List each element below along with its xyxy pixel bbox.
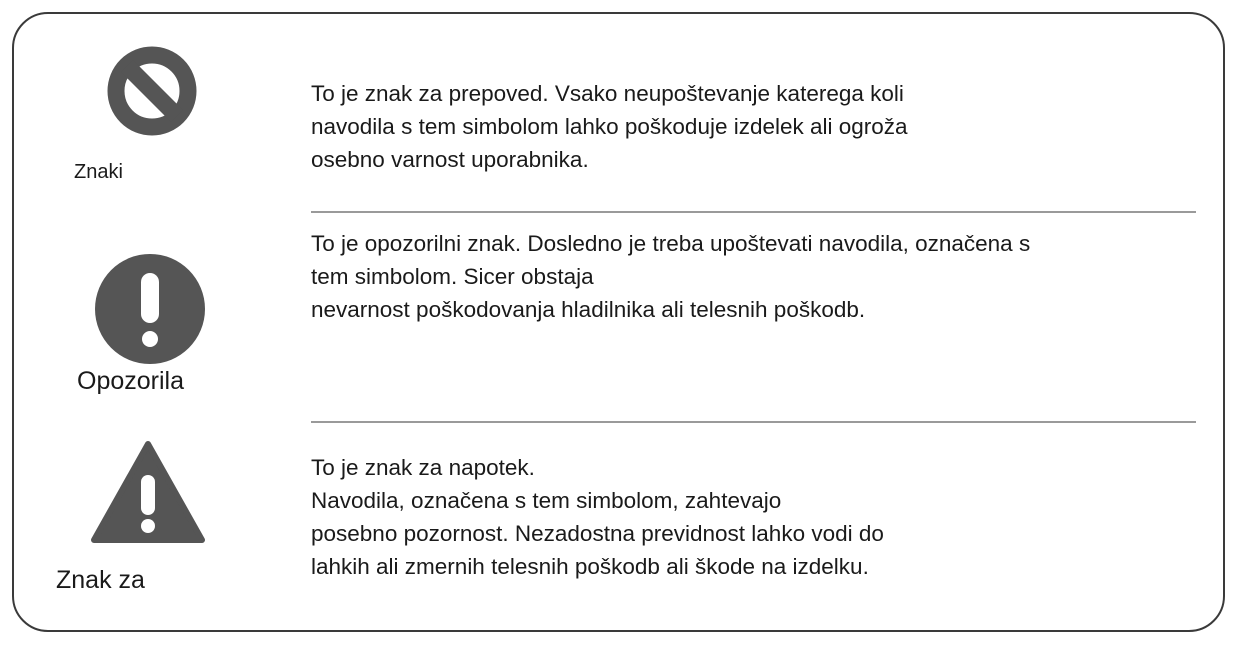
prohibition-description [311, 77, 908, 176]
text-line: lahkih ali zmernih telesnih poškodb ali škode na izdelku. [311, 554, 869, 579]
text-line: tem simbolom. Sicer obstaja [311, 264, 594, 289]
text-line: To je znak za prepoved. Vsako neupoštevanje katerega koli [311, 81, 904, 106]
text-line: posebno pozornost. Nezadostna previdnost lahko vodi do [311, 521, 884, 546]
notice-description [311, 451, 884, 583]
text-line: Navodila, označena s tem simbolom, zahtevajo [311, 488, 782, 513]
row-label-znak-za: Znak za [56, 566, 145, 594]
text-line: To je znak za napotek. [311, 455, 535, 480]
exclamation-circle-icon [94, 253, 206, 365]
text-line: nevarnost poškodovanja hladilnika ali telesnih poškodb. [311, 297, 866, 322]
prohibition-icon [107, 46, 197, 136]
warning-description [311, 227, 1030, 326]
text-line: navodila s tem simbolom lahko poškoduje izdelek ali ogroža [311, 114, 908, 139]
row-label-opozorila: Opozorila [77, 367, 184, 395]
row-label-znaki: Znaki [74, 161, 123, 183]
warning-triangle-icon [90, 440, 206, 544]
text-line: To je opozorilni znak. Dosledno je treba upoštevati navodila, označena s [311, 231, 1031, 256]
text-line: osebno varnost uporabnika. [311, 147, 589, 172]
row-divider [311, 421, 1196, 423]
row-divider [311, 211, 1196, 213]
